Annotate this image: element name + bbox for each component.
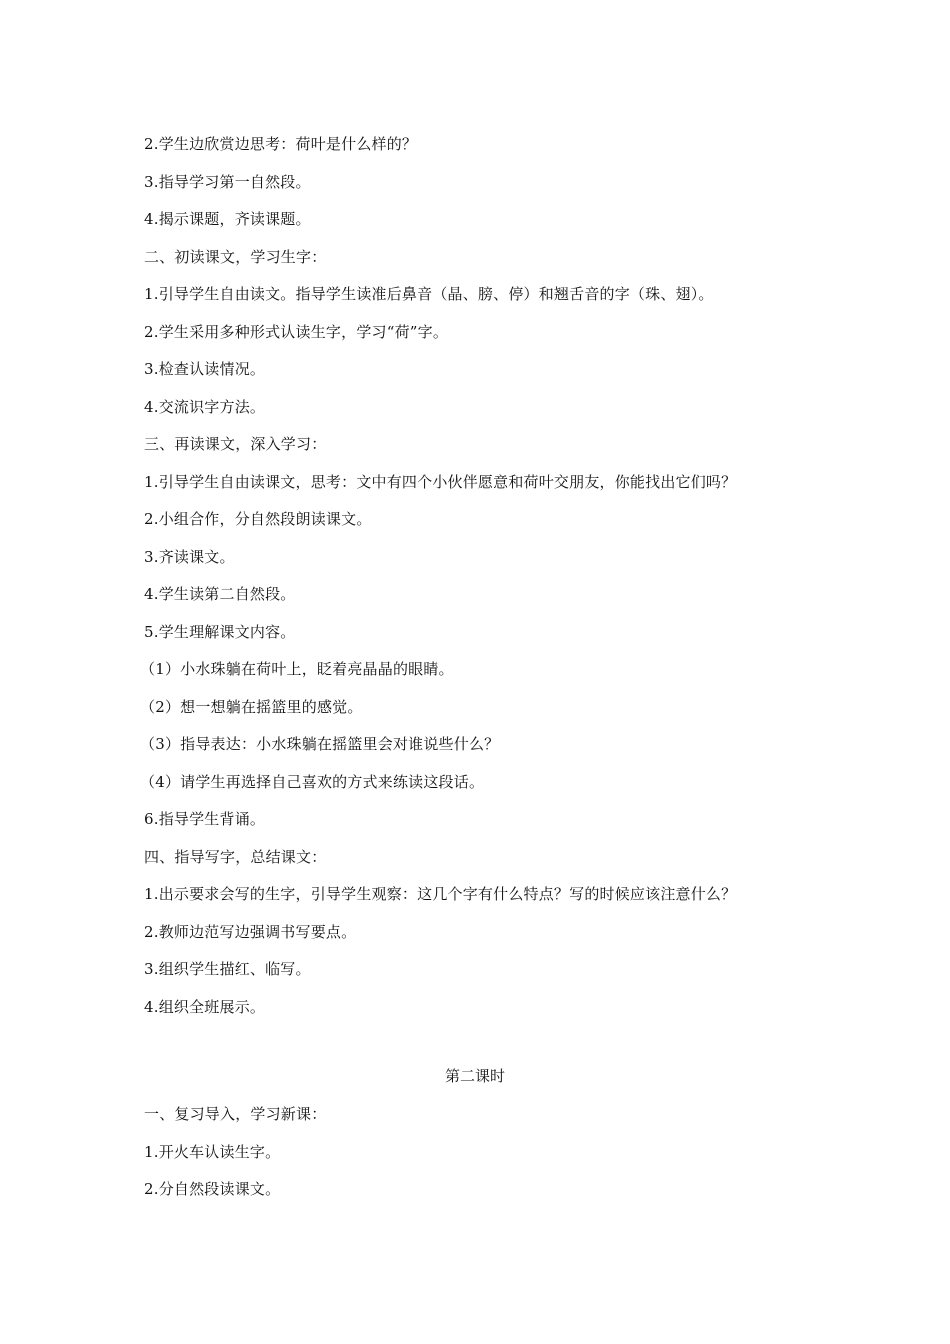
section-heading: 二、初读课文，学习生字：: [144, 247, 327, 266]
text-line: 3.组织学生描红、临写。: [144, 960, 311, 978]
text-line: 4.交流识字方法。: [144, 397, 266, 416]
section-heading: 一、复习导入，学习新课：: [144, 1105, 327, 1123]
sub-item: （1）小水珠躺在荷叶上，眨着亮晶晶的眼睛。: [140, 660, 454, 678]
section-heading: 三、再读课文，深入学习：: [144, 435, 327, 453]
sub-item: （4）请学生再选择自己喜欢的方式来练读这段话。: [140, 772, 485, 791]
text-line: 4.学生读第二自然段。: [144, 585, 296, 603]
text-line: 6.指导学生背诵。: [144, 810, 266, 828]
sub-item: （3）指导表达：小水珠躺在摇篮里会对谁说些什么？: [140, 735, 500, 753]
text-line: 1.出示要求会写的生字，引导学生观察：这几个字有什么特点？写的时候应该注意什么？: [144, 885, 737, 903]
text-line: 3.齐读课文。: [144, 547, 235, 566]
text-line: 2.教师边范写边强调书写要点。: [144, 922, 357, 941]
text-line: 3.指导学习第一自然段。: [144, 172, 311, 191]
text-line: 2.学生边欣赏边思考：荷叶是什么样的？: [144, 135, 418, 153]
text-line: 2.分自然段读课文。: [144, 1180, 281, 1198]
lesson-body-2: [144, 1096, 824, 1209]
text-line: 4.组织全班展示。: [144, 997, 266, 1016]
text-line: 1.开火车认读生字。: [144, 1142, 281, 1161]
text-line: 2.小组合作，分自然段朗读课文。: [144, 510, 372, 528]
text-line: 4.揭示课题，齐读课题。: [144, 210, 311, 228]
sub-item: （2）想一想躺在摇篮里的感觉。: [140, 697, 363, 716]
text-line: 1.引导学生自由读文。指导学生读准后鼻音（晶、膀、停）和翘舌音的字（珠、翅）。: [144, 285, 714, 303]
lesson-body: [140, 126, 824, 1026]
section-heading: 四、指导写字，总结课文：: [144, 847, 327, 866]
text-line: 5.学生理解课文内容。: [144, 622, 296, 641]
text-line: 1.引导学生自由读课文，思考：文中有四个小伙伴愿意和荷叶交朋友，你能找出它们吗？: [144, 472, 737, 491]
text-line: 2.学生采用多种形式认读生字，学习“荷”字。: [144, 322, 449, 341]
lesson-period-title: 第二课时: [444, 1067, 505, 1085]
text-line: 3.检查认读情况。: [144, 360, 266, 378]
